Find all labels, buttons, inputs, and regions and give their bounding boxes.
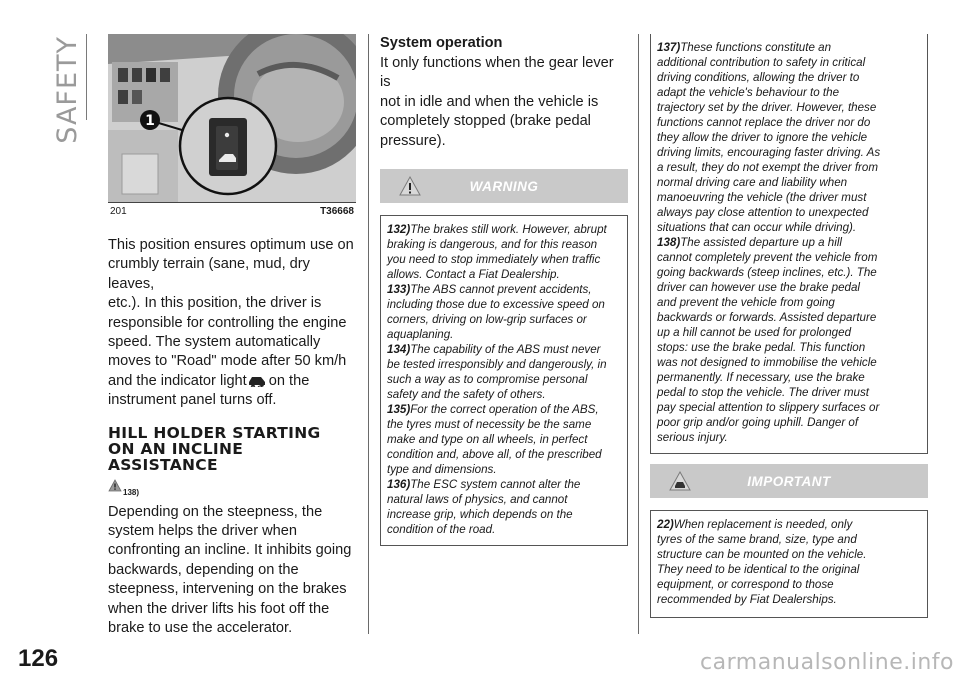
- system-operation-heading: System operation: [380, 35, 503, 51]
- dashboard-illustration: [108, 34, 356, 202]
- page-number: 126: [18, 645, 59, 672]
- traction-indicator-icon: [247, 373, 269, 387]
- column-divider-2: [638, 34, 639, 634]
- watermark: carmanualsonline.info: [700, 650, 954, 675]
- warning-triangle-icon: [398, 175, 422, 202]
- column-2: [380, 34, 628, 546]
- warning-notes-box: [380, 215, 628, 546]
- system-operation-paragraph: It only functions when the gear lever is not in idle and when the vehicle is completely stopped (brake pedal pressure).: [380, 55, 614, 149]
- hill-holder-paragraph: Depending on the steepness, the system helps the driver when confronting an incline. It inhibits going backwards, depending on the steepness, intervening on the brakes when the driver lifts his foot off the brake to use the accelerator.: [108, 503, 352, 637]
- car-important-icon: [668, 470, 692, 497]
- section-label: SAFETY: [52, 36, 83, 144]
- warning-note: 136)The ESC system cannot alter the natural laws of physics, and cannot increase grip, which depends on the condition of the road.: [387, 478, 581, 537]
- warning-triangle-icon: [108, 479, 122, 497]
- warning-header: WARNING: [380, 169, 628, 203]
- warning-note: 138)The assisted departure up a hill cannot completely prevent the vehicle from going backwards (steep inclines, etc.). The driver can however use the brake pedal and prevent the vehicle from going backwards or forwards. Assisted departure up a hill cannot be used for prolonged stops: use the brake pedal. This function was not designed to immobilise the vehicle permanently. If necessary, use the brake pedal to stop the vehicle. The driver must pay special attention to slippery surfaces or poor grip and/or going uphill. Danger of serious injury.: [657, 236, 880, 444]
- section-rule: [86, 34, 87, 120]
- warning-note: 134)The capability of the ABS must never be tested irresponsibly and dangerously, in such a way as to compromise personal safety and the safety of others.: [387, 343, 607, 402]
- warning-note: 133)The ABS cannot prevent accidents, including those due to excessive speed on corners, driving on low-grip surfaces or aquaplaning.: [387, 283, 605, 342]
- important-note: 22)When replacement is needed, only tyres of the same brand, size, type and structure can be mounted on the vehicle. They need to be identical to the original equipment, or correspond to those recommended by Fiat Dealerships.: [657, 518, 867, 606]
- warning-note: 135)For the correct operation of the ABS, the tyres must of necessity be the same make and type on all wheels, in perfect condition and, above all, of the prescribed type and dimensions.: [387, 403, 602, 477]
- figure-caption: [108, 202, 356, 219]
- figure-callout-number: 1: [145, 113, 155, 129]
- important-header: IMPORTANT: [650, 464, 928, 498]
- intro-paragraph: This position ensures optimum use on crumbly terrain (sane, mud, dry leaves, etc.). In this position, the driver is responsible for controlling the engine speed. The system automatically moves to "Road" mode after 50 km/h and the indicator light on the instrument panel turns off.: [108, 237, 354, 409]
- warning-reference: 138): [108, 479, 358, 497]
- figure-number: 201: [110, 206, 127, 217]
- warning-note: 132)The brakes still work. However, abrupt braking is dangerous, and for this reason you need to stop immediately when traffic allows. Contact a Fiat Dealership.: [387, 223, 607, 282]
- warning-note: 137)These functions constitute an additional contribution to safety in critical driving conditions, allowing the driver to adapt the vehicle's behaviour to the trajectory set by the driver. However, these functions cannot replace the driver nor do they allow the driver to ignore the vehicle driving limits, encouraging faster driving. As a result, they do not exempt the driver from normal driving care and liability when manoeuvring the vehicle (the driver must always pay close attention to unexpected situations that can occur while driving).: [657, 41, 881, 234]
- column-divider-1: [368, 34, 369, 634]
- column-3: [650, 34, 928, 618]
- important-notes-box: [650, 510, 928, 618]
- dashboard-photo: [108, 34, 356, 202]
- section-heading: HILL HOLDER STARTING ON AN INCLINE ASSISTANCE: [108, 423, 321, 474]
- column-1: [108, 236, 358, 639]
- warning-notes-continued: [650, 34, 928, 454]
- figure-code: T36668: [320, 206, 354, 217]
